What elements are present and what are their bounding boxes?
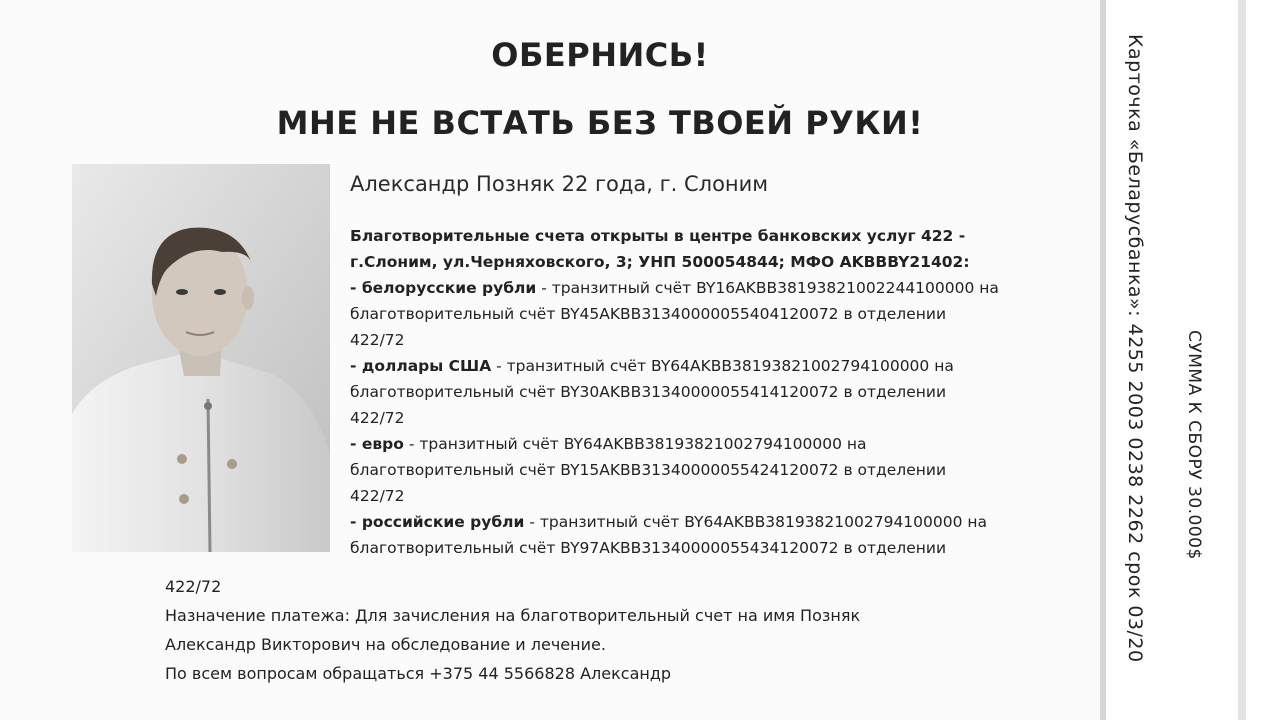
transit-account: - транзитный счёт BY16AKBB38193821002244100000 на xyxy=(536,279,999,297)
bank-accounts-block xyxy=(350,223,1030,561)
branch-number: 422/72 xyxy=(350,487,405,505)
branch-number: 422/72 xyxy=(350,331,405,349)
currency-byn xyxy=(350,275,1030,301)
headline-line-2: МНЕ НЕ ВСТАТЬ БЕЗ ТВОЕЙ РУКИ! xyxy=(276,104,924,142)
currency-label: - белорусские рубли xyxy=(350,279,537,297)
side-divider-2 xyxy=(1238,0,1246,720)
transit-account: - транзитный счёт BY64AKBB38193821002794100000 на xyxy=(491,357,954,375)
currency-eur xyxy=(350,431,1030,457)
charity-account: благотворительный счёт BY97AKBB31340000055434120072 в отделении xyxy=(350,539,947,557)
charity-account: благотворительный счёт BY45AKBB31340000055404120072 в отделении xyxy=(350,305,947,323)
currency-label: - доллары США xyxy=(350,357,492,375)
portrait-photo xyxy=(72,164,330,552)
target-sum: СУММА К СБОРУ 30.000$ xyxy=(1184,330,1204,560)
payment-purpose-line-2: Александр Викторович на обследование и лечение. xyxy=(165,635,606,654)
payment-block xyxy=(165,572,1045,688)
currency-usd xyxy=(350,353,1030,379)
charity-account: благотворительный счёт BY15AKBB31340000055424120072 в отделении xyxy=(350,461,947,479)
branch-number: 422/72 xyxy=(165,577,222,596)
transit-account: - транзитный счёт BY64AKBB38193821002794100000 на xyxy=(403,435,867,453)
branch-number: 422/72 xyxy=(350,409,405,427)
portrait-illustration xyxy=(72,164,330,552)
accounts-intro-line-1: Благотворительные счета открыты в центре банковских услуг 422 - xyxy=(350,227,966,245)
currency-rub xyxy=(350,509,1030,535)
bank-card-info: Карточка «Беларусбанка»: 4255 2003 0238 2262 срок 03/20 xyxy=(1124,34,1146,663)
accounts-intro-line-2: г.Слоним, ул.Черняховского, 3; УНП 500054844; МФО AKBBBY21402: xyxy=(350,253,970,271)
person-name-age-city: Александр Позняк 22 года, г. Слоним xyxy=(350,172,769,196)
headline-line-1: ОБЕРНИСЬ! xyxy=(491,36,709,74)
charity-account: благотворительный счёт BY30AKBB31340000055414120072 в отделении xyxy=(350,383,947,401)
transit-account: - транзитный счёт BY64AKBB38193821002794100000 на xyxy=(524,513,988,531)
currency-label: - российские рубли xyxy=(350,513,525,531)
currency-label: - евро xyxy=(350,435,404,453)
contact-info: По всем вопросам обращаться +375 44 5566828 Александр xyxy=(165,664,672,683)
payment-purpose-line-1: Назначение платежа: Для зачисления на благотворительный счет на имя Позняк xyxy=(165,606,861,625)
